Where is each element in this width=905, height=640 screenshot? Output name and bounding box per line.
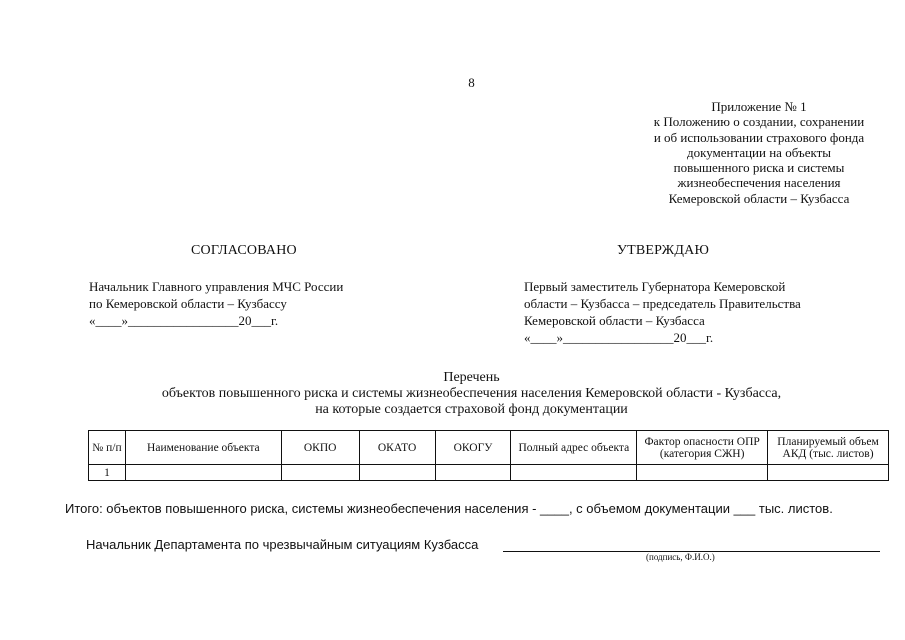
table-cell (637, 465, 768, 481)
col-header-address: Полный адрес объекта (511, 431, 637, 465)
appendix-line: документации на объекты (686, 144, 832, 160)
approved-line: области – Кузбасса – председатель Правительства (524, 296, 801, 311)
col-header-number: № п/п (89, 431, 126, 465)
list-title (0, 370, 905, 418)
agreed-block (89, 278, 343, 329)
signature-caption: (подпись, Ф.И.О.) (646, 552, 715, 562)
col-header-okato: ОКАТО (359, 431, 435, 465)
table-cell (281, 465, 359, 481)
appendix-line: и об использовании страхового фонда (653, 129, 865, 145)
appendix-line: жизнеобеспечения населения (677, 175, 841, 191)
table-header-row (89, 431, 889, 465)
list-title-line: на которые создается страховой фонд документации (315, 402, 628, 417)
total-summary: Итого: объектов повышенного риска, системы жизнеобеспечения населения - ____, с объемом документации ___ тыс. листов. (65, 501, 833, 516)
page-number: 8 (468, 75, 475, 90)
col-header-okogu: ОКОГУ (435, 431, 511, 465)
col-header-hazard-factor: Фактор опасности ОПР (категория СЖН) (637, 431, 768, 465)
approved-block (524, 278, 801, 346)
appendix-line: повышенного риска и системы (673, 160, 845, 176)
approved-date-line: «____»_________________20___г. (524, 330, 714, 345)
table-cell (125, 465, 281, 481)
appendix-line: к Положению о создании, сохранении (653, 114, 865, 130)
table-cell (768, 465, 889, 481)
objects-table (88, 430, 889, 481)
list-title-line: Перечень (443, 370, 500, 385)
appendix-line: Кемеровской области – Кузбасса (668, 190, 850, 206)
list-title-line: объектов повышенного риска и системы жизнеобеспечения населения Кемеровской области - Кузбасса, (161, 386, 782, 401)
table-row (89, 465, 889, 481)
table-cell: 1 (89, 465, 126, 481)
agreed-line: по Кемеровской области – Кузбассу (89, 296, 287, 311)
chief-signature-label: Начальник Департамента по чрезвычайным ситуациям Кузбасса (86, 537, 479, 552)
agreed-heading: СОГЛАСОВАНО (191, 243, 297, 258)
col-header-object-name: Наименование объекта (125, 431, 281, 465)
table-cell (359, 465, 435, 481)
table-cell (435, 465, 511, 481)
col-header-okpo: ОКПО (281, 431, 359, 465)
appendix-line: Приложение № 1 (711, 99, 807, 114)
approved-line: Кемеровской области – Кузбасса (524, 313, 705, 328)
approved-line: Первый заместитель Губернатора Кемеровской (524, 279, 786, 294)
table-cell (511, 465, 637, 481)
agreed-date-line: «____»_________________20___г. (89, 313, 279, 328)
approved-heading: УТВЕРЖДАЮ (617, 243, 710, 258)
col-header-planned-volume: Планируемый объем АКД (тыс. листов) (768, 431, 889, 465)
agreed-line: Начальник Главного управления МЧС России (89, 279, 344, 294)
appendix-note (628, 99, 890, 206)
